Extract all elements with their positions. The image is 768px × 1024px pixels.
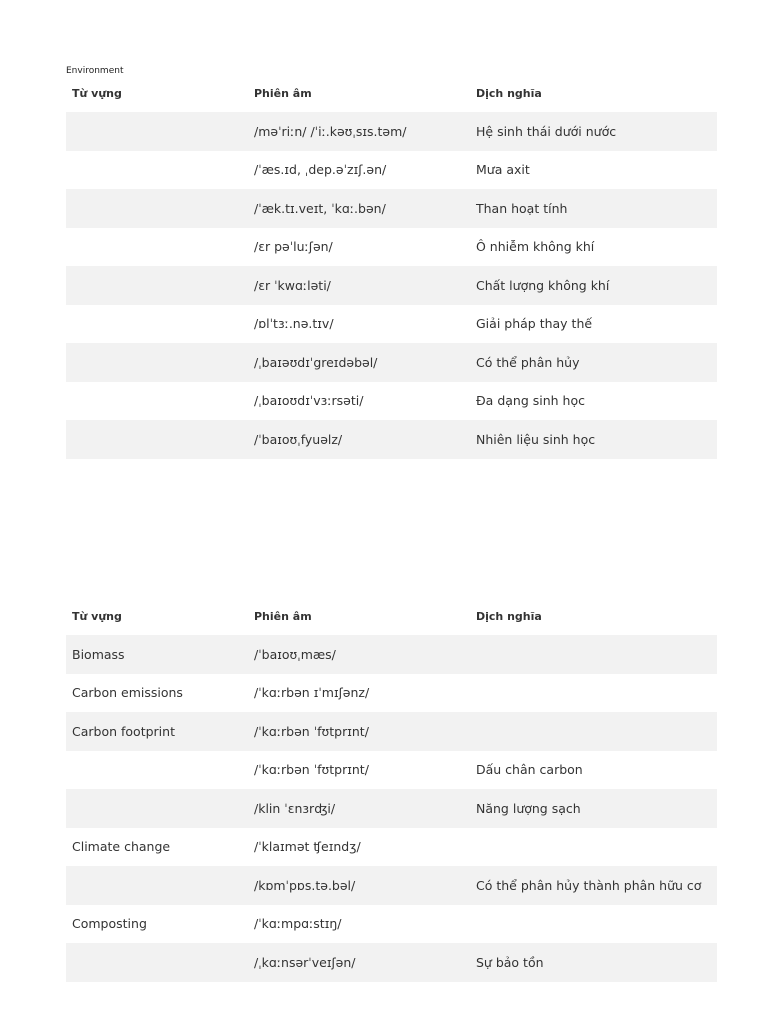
header-pronunciation: Phiên âm [254,609,312,623]
cell-pronunciation: /ˈæs.ɪd, ˌdep.əˈzɪʃ.ən/ [254,162,387,178]
vocabulary-table-1 [66,74,717,459]
cell-vocabulary: Climate change [72,839,171,855]
table-row [66,866,717,905]
cell-meaning [470,635,717,674]
cell-meaning: Dấu chân carbon [476,762,583,778]
cell-meaning [470,828,717,867]
cell-meaning: Có thể phân hủy thành phân hữu cơ [470,866,717,905]
header-meaning: Dịch nghĩa [476,609,542,623]
cell-vocabulary [66,789,248,828]
cell-pronunciation: /ˈbaɪoʊˌmæs/ [248,635,470,674]
cell-vocabulary [66,151,248,190]
cell-vocabulary [66,382,248,421]
cell-pronunciation: /ɒlˈtɜː.nə.tɪv/ [254,316,334,332]
cell-pronunciation: /ˈæk.tɪ.veɪt, ˈkɑː.bən/ [248,189,470,228]
header-vocabulary: Từ vựng [72,609,122,623]
cell-pronunciation: /kɒmˈpɒs.tə.bəl/ [248,866,470,905]
cell-meaning: Sự bảo tồn [470,943,717,982]
table-row [66,674,717,713]
cell-meaning: Than hoạt tính [470,189,717,228]
cell-vocabulary [66,751,248,790]
cell-pronunciation: /ˈkɑːrbən ɪˈmɪʃənz/ [254,685,370,701]
cell-vocabulary: Carbon emissions [72,685,183,701]
cell-meaning: Hệ sinh thái dưới nước [470,112,717,151]
vocabulary-table-2 [66,597,717,982]
cell-vocabulary [66,943,248,982]
table-header-row [66,597,717,635]
cell-meaning: Có thể phân hủy [470,343,717,382]
cell-meaning: Ô nhiễm không khí [476,239,595,255]
table-row [66,228,717,267]
cell-vocabulary: Composting [72,916,147,932]
cell-pronunciation: /ˈkɑːmpɑːstɪŋ/ [254,916,342,932]
table-row [66,420,717,459]
header-pronunciation: Phiên âm [254,86,312,100]
cell-vocabulary [66,343,248,382]
table-header-row [66,74,717,112]
table-row [66,828,717,867]
table-row [66,266,717,305]
cell-pronunciation: /ˌbaɪoʊdɪˈvɜːrsəti/ [254,393,364,409]
cell-pronunciation: /ˈbaɪoʊˌfyuəlz/ [248,420,470,459]
cell-meaning: Năng lượng sạch [470,789,717,828]
cell-vocabulary [66,420,248,459]
cell-pronunciation: /ˌkɑːnsərˈveɪʃən/ [248,943,470,982]
table-row [66,789,717,828]
table-row [66,943,717,982]
table-row [66,712,717,751]
table-row [66,112,717,151]
table-row [66,905,717,944]
cell-pronunciation: /məˈriːn/ /ˈiː.kəʊˌsɪs.təm/ [248,112,470,151]
table-row [66,305,717,344]
cell-meaning: Giải pháp thay thế [476,316,593,332]
cell-meaning: Đa dạng sinh học [476,393,585,409]
cell-vocabulary [66,112,248,151]
cell-vocabulary: Carbon footprint [66,712,248,751]
cell-pronunciation: /ɛr pəˈluːʃən/ [254,239,333,255]
header-vocabulary: Từ vựng [72,86,122,100]
cell-meaning [470,674,717,713]
section-caption: Environment [66,66,124,76]
cell-vocabulary [66,228,248,267]
cell-vocabulary [66,866,248,905]
table-row [66,189,717,228]
table-row [66,382,717,421]
cell-vocabulary [66,305,248,344]
cell-pronunciation: /klin ˈɛnɜrʤi/ [248,789,470,828]
cell-vocabulary [66,189,248,228]
cell-vocabulary [66,266,248,305]
cell-meaning: Chất lượng không khí [470,266,717,305]
cell-meaning: Nhiên liệu sinh học [470,420,717,459]
cell-pronunciation: /ɛr ˈkwɑːləti/ [248,266,470,305]
cell-pronunciation: /ˈklaɪmət ʧeɪndʒ/ [254,839,361,855]
table-row [66,751,717,790]
table-row [66,343,717,382]
cell-meaning [470,905,717,944]
cell-meaning: Mưa axit [476,162,530,178]
header-meaning: Dịch nghĩa [476,86,542,100]
cell-vocabulary: Biomass [66,635,248,674]
table-row [66,635,717,674]
cell-pronunciation: /ˈkɑːrbən ˈfʊtprɪnt/ [248,712,470,751]
table-row [66,151,717,190]
cell-pronunciation: /ˌbaɪəʊdɪˈgreɪdəbəl/ [248,343,470,382]
cell-pronunciation: /ˈkɑːrbən ˈfʊtprɪnt/ [254,762,369,778]
cell-meaning [470,712,717,751]
